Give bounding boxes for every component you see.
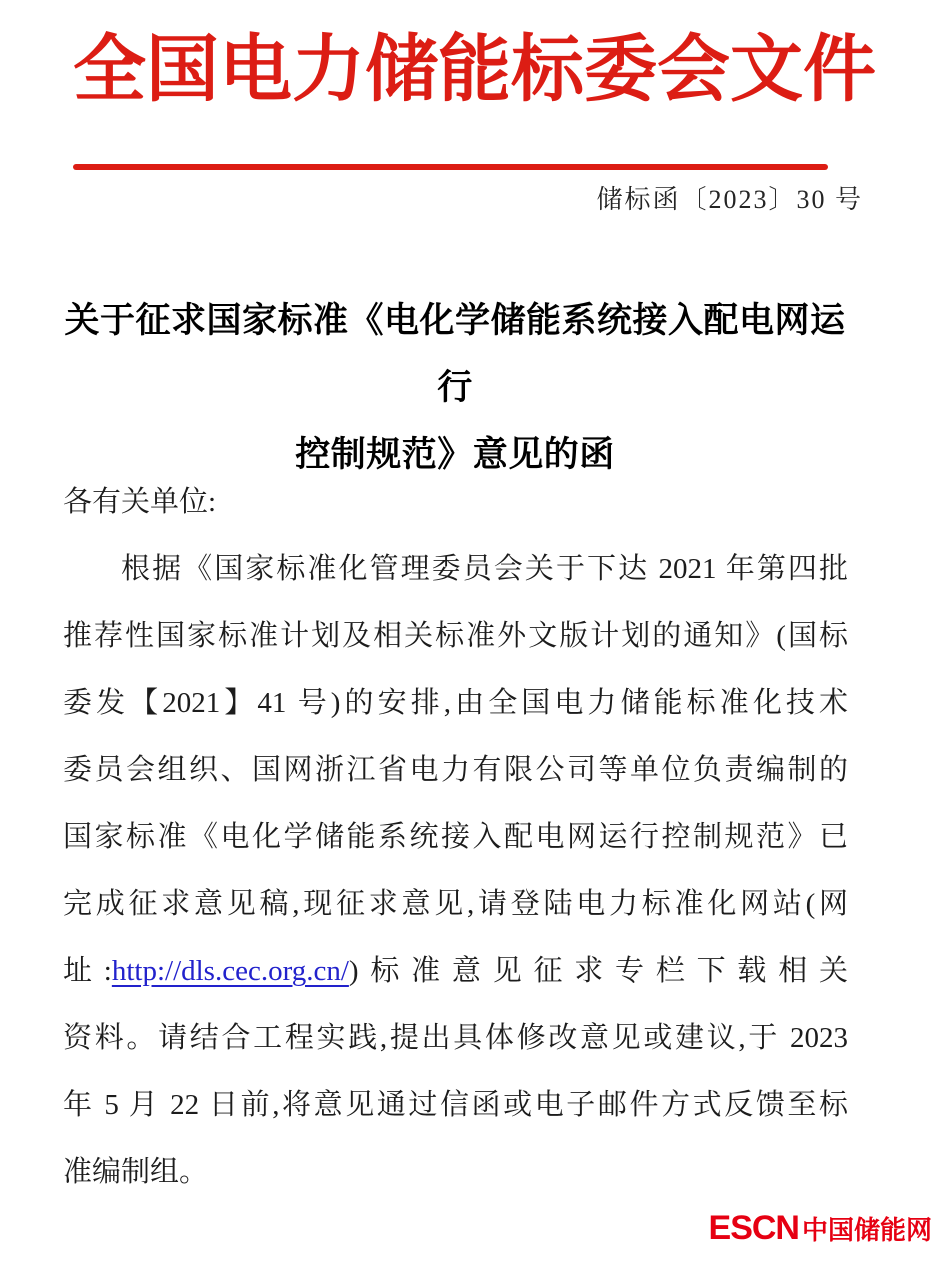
body-line: 根据《国家标准化管理委员会关于下达 2021 年第四批 (121, 553, 848, 585)
body-line: 国家标准《电化学储能系统接入配电网运行控制规范》已 (63, 821, 848, 853)
escn-logo-latin: ESCN (708, 1209, 799, 1247)
letter-title-line1: 关于征求国家标准《电化学储能系统接入配电网运行 (64, 301, 846, 407)
body-line-with-link (63, 938, 848, 1005)
body-line: 委员会组织、国网浙江省电力有限公司等单位负责编制的 (63, 754, 848, 786)
standards-website-link[interactable]: http://dls.cec.org.cn/ (111, 955, 349, 987)
body-line: 推荐性国家标准计划及相关标准外文版计划的通知》(国标 (63, 620, 848, 652)
body-line: 完成征求意见稿,现征求意见,请登陆电力标准化网站(网 (63, 888, 848, 920)
letter-title (63, 287, 847, 488)
letter-title-line2: 控制规范》意见的函 (295, 435, 615, 474)
body-line: 资料。请结合工程实践,提出具体修改意见或建议,于 2023 (63, 1022, 848, 1054)
salutation: 各有关单位: (63, 486, 217, 518)
body-line: 委发【2021】41 号)的安排,由全国电力储能标准化技术 (63, 687, 848, 719)
link-line-suffix: )标准意见征求专栏下载相关 (348, 955, 848, 987)
letterhead-red-divider (73, 164, 828, 170)
document-number: 储标函〔2023〕30 号 (596, 185, 863, 214)
letterhead-org-title: 全国电力储能标委会文件 (73, 29, 876, 110)
body-line: 年 5 月 22 日前,将意见通过信函或电子邮件方式反馈至标 (63, 1089, 848, 1121)
body-line: 准编制组。 (63, 1156, 209, 1188)
letter-body (63, 469, 848, 1206)
escn-watermark-logo (709, 1209, 932, 1248)
escn-logo-chinese: 中国储能网 (801, 1215, 932, 1245)
link-line-prefix: 址: (63, 955, 112, 987)
